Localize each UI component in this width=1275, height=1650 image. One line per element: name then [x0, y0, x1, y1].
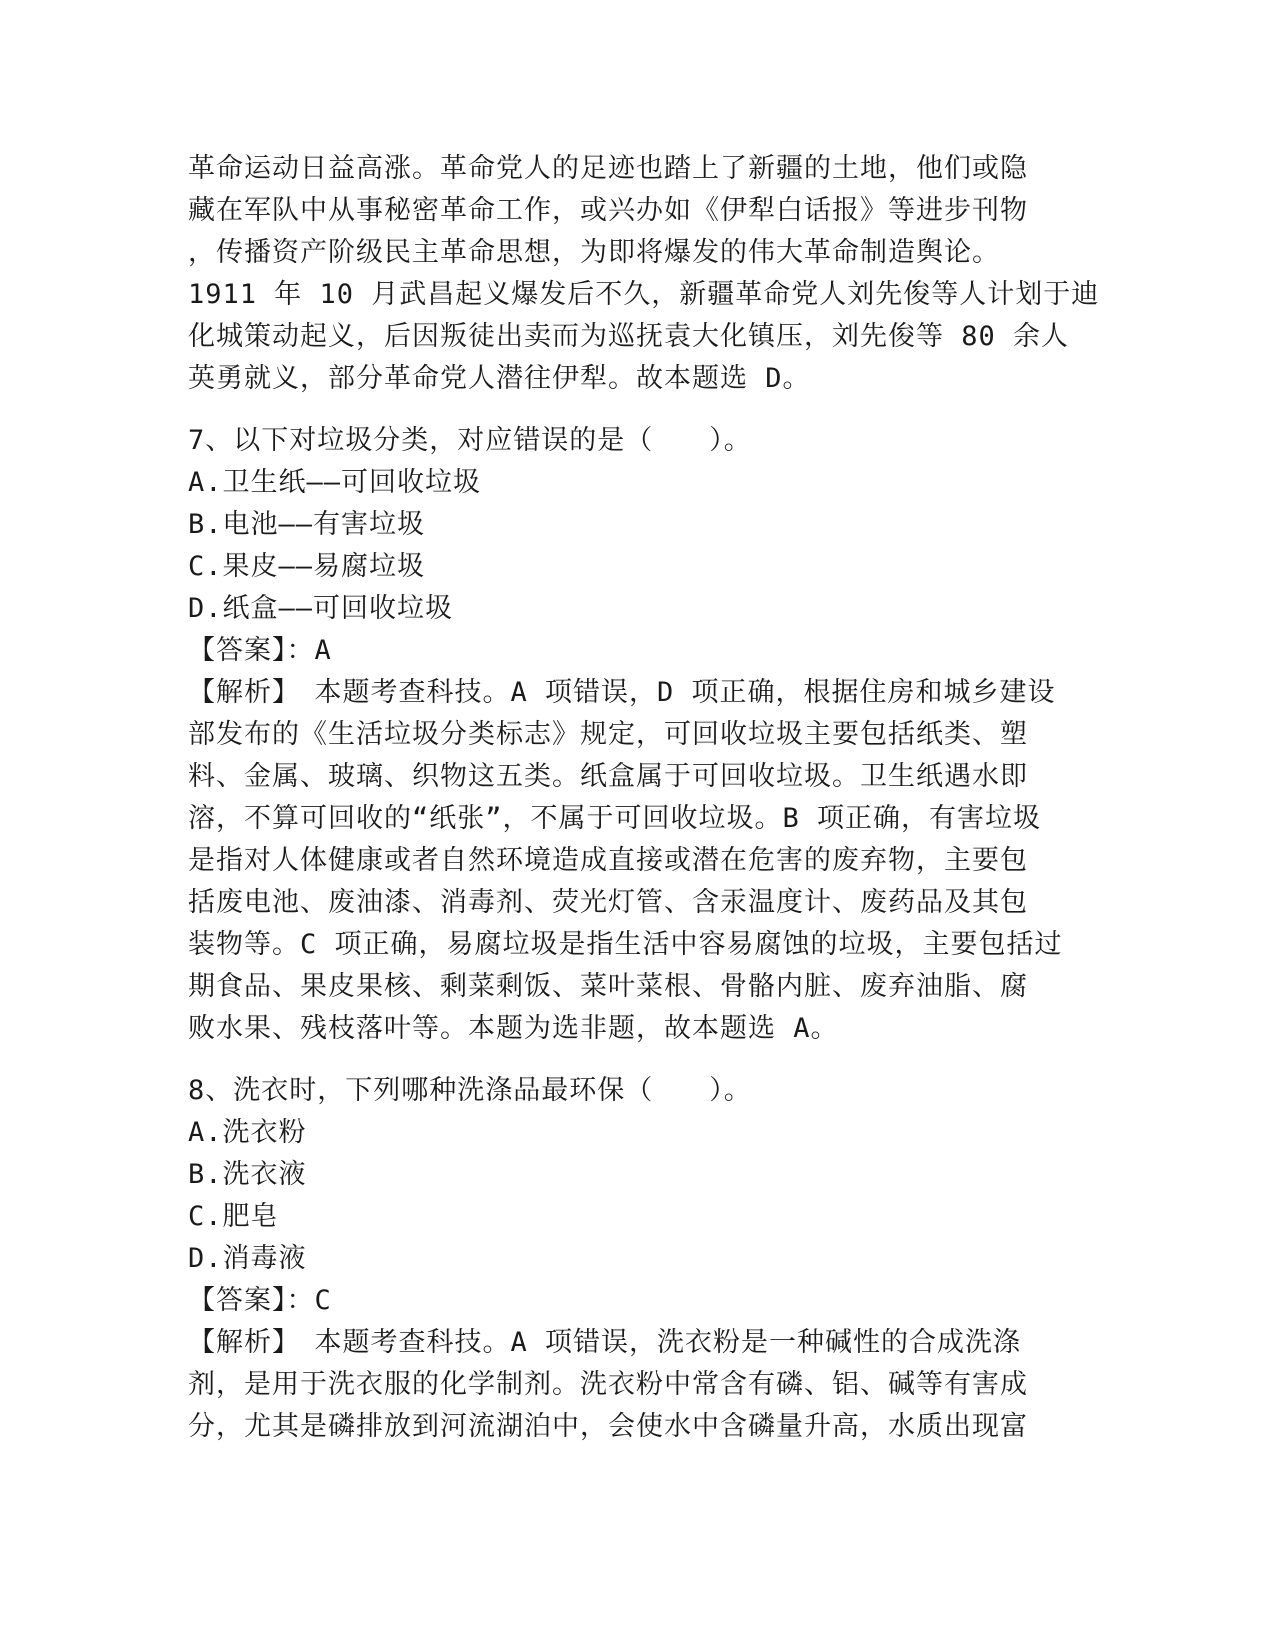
option-d: D.纸盒——可回收垃圾: [188, 593, 454, 624]
text-line: 溶，不算可回收的“纸张”，不属于可回收垃圾。B 项正确，有害垃圾: [188, 803, 1042, 834]
text-line: 英勇就义，部分革命党人潜往伊犁。故本题选 D。: [188, 363, 811, 394]
text-line: 【解析】 本题考查科技。A 项错误，洗衣粉是一种碱性的合成洗涤: [188, 1327, 1022, 1358]
option-b: B.洗衣液: [188, 1159, 307, 1190]
document-page: [188, 148, 1100, 1448]
text-line: 括废电池、废油漆、消毒剂、荧光灯管、含汞温度计、废药品及其包: [188, 887, 1028, 918]
text-line: 剂，是用于洗衣服的化学制剂。洗衣粉中常含有磷、铝、碱等有害成: [188, 1369, 1028, 1400]
option-a: A.卫生纸——可回收垃圾: [188, 467, 482, 498]
text-line: 【解析】 本题考查科技。A 项错误，D 项正确，根据住房和城乡建设: [188, 677, 1056, 708]
text-line: 化城策动起义，后因叛徒出卖而为巡抚袁大化镇压，刘先俊等 80 余人: [188, 321, 1070, 352]
option-d: D.消毒液: [188, 1243, 307, 1274]
text-line: 分，尤其是磷排放到河流湖泊中，会使水中含磷量升高，水质出现富: [188, 1411, 1028, 1442]
question-stem: 7、以下对垃圾分类，对应错误的是（ ）。: [188, 425, 752, 456]
option-b: B.电池——有害垃圾: [188, 509, 426, 540]
option-a: A.洗衣粉: [188, 1117, 307, 1148]
text-line: 期食品、果皮果核、剩菜剩饭、菜叶菜根、骨骼内脏、废弃油脂、腐: [188, 971, 1028, 1002]
question-stem: 8、洗衣时，下列哪种洗涤品最环保（ ）。: [188, 1075, 752, 1106]
text-line: 败水果、残枝落叶等。本题为选非题，故本题选 A。: [188, 1013, 839, 1044]
option-c: C.肥皂: [188, 1201, 279, 1232]
text-line: 藏在军队中从事秘密革命工作，或兴办如《伊犁白话报》等进步刊物: [188, 195, 1028, 226]
text-line: 1911 年 10 月武昌起义爆发后不久，新疆革命党人刘先俊等人计划于迪: [188, 279, 1100, 310]
analysis-paragraph: [188, 672, 1078, 1050]
option-c: C.果皮——易腐垃圾: [188, 551, 426, 582]
text-line: ，传播资产阶级民主革命思想，为即将爆发的伟大革命制造舆论。: [188, 237, 1000, 268]
text-line: 革命运动日益高涨。革命党人的足迹也踏上了新疆的土地，他们或隐: [188, 153, 1028, 184]
text-line: 部发布的《生活垃圾分类标志》规定，可回收垃圾主要包括纸类、塑: [188, 719, 1028, 750]
question-8: [188, 1070, 1078, 1448]
question-7: [188, 420, 1078, 1050]
intro-paragraph: [188, 148, 1100, 400]
text-line: 料、金属、玻璃、织物这五类。纸盒属于可回收垃圾。卫生纸遇水即: [188, 761, 1028, 792]
text-line: 是指对人体健康或者自然环境造成直接或潜在危害的废弃物，主要包: [188, 845, 1028, 876]
answer-line: 【答案】：A: [188, 635, 332, 666]
text-line: 装物等。C 项正确，易腐垃圾是指生活中容易腐蚀的垃圾，主要包括过: [188, 929, 1063, 960]
analysis-paragraph: [188, 1322, 1078, 1448]
answer-line: 【答案】：C: [188, 1285, 332, 1316]
